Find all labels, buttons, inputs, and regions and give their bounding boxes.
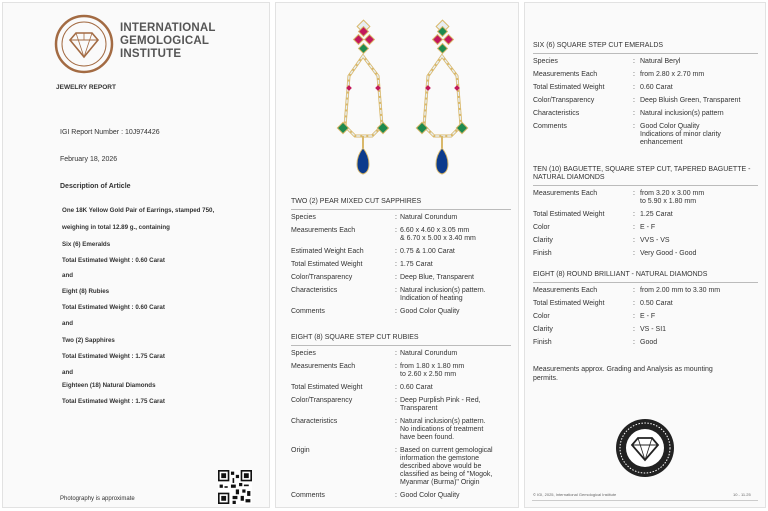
- row-label: Color: [533, 224, 550, 231]
- row-label: Estimated Weight Each: [291, 248, 364, 255]
- row-value: Natural inclusion(s) pattern.: [400, 418, 486, 425]
- row-label: Origin: [291, 447, 310, 454]
- row-value: 0.50 Carat: [640, 300, 673, 307]
- row-value: from 1.80 x 1.80 mm: [400, 363, 465, 370]
- measurement-note: Measurements approx. Grading and Analysis as mounting permits.: [533, 366, 713, 382]
- igi-seal-icon: [615, 418, 675, 478]
- row-colon: :: [395, 287, 397, 294]
- row-value: VS - SI1: [640, 326, 667, 333]
- row-value: Deep Purplish Pink - Red,: [400, 397, 481, 404]
- row-value: Good Color Quality: [400, 492, 460, 499]
- report-summary-panel: [2, 2, 270, 508]
- qr-code-icon[interactable]: [218, 470, 252, 504]
- baguettes-section-title: TEN (10) BAGUETTE, SQUARE STEP CUT, TAPERED BAGUETTE -: [533, 166, 751, 173]
- row-colon: :: [395, 397, 397, 404]
- row-value: Natural Corundum: [400, 214, 458, 221]
- baguettes-divider: [533, 185, 758, 186]
- row-colon: :: [633, 58, 635, 65]
- row-value: VVS - VS: [640, 237, 670, 244]
- row-value: 0.60 Carat: [640, 84, 673, 91]
- row-colon: :: [395, 248, 397, 255]
- row-colon: :: [395, 363, 397, 370]
- row-value: & 6.70 x 5.00 x 3.40 mm: [400, 235, 476, 242]
- row-value: Indication of heating: [400, 295, 463, 302]
- row-colon: :: [633, 300, 635, 307]
- report-type: JEWELRY REPORT: [56, 84, 116, 91]
- report-number: IGI Report Number : 10J974426: [60, 129, 160, 136]
- row-colon: :: [395, 418, 397, 425]
- row-colon: :: [633, 110, 635, 117]
- footer-copyright: © IGI, 2025, International Gemological Institute: [533, 492, 617, 497]
- sapphires-section-title: TWO (2) PEAR MIXED CUT SAPPHIRES: [291, 198, 422, 205]
- description-line: Total Estimated Weight : 1.75 Carat: [62, 353, 165, 360]
- row-value: Deep Blue, Transparent: [400, 274, 474, 281]
- row-colon: :: [633, 326, 635, 333]
- row-colon: :: [395, 227, 397, 234]
- row-label: Characteristics: [291, 287, 338, 294]
- row-colon: :: [633, 123, 635, 130]
- row-label: Measurements Each: [533, 190, 598, 197]
- row-colon: :: [633, 287, 635, 294]
- row-label: Clarity: [533, 237, 553, 244]
- row-label: Measurements Each: [533, 71, 598, 78]
- row-label: Total Estimated Weight: [533, 84, 605, 91]
- row-value: Deep Bluish Green, Transparent: [640, 97, 741, 104]
- description-line: Eighteen (18) Natural Diamonds: [62, 382, 156, 389]
- row-value: E - F: [640, 313, 656, 320]
- row-label: Species: [291, 214, 316, 221]
- row-colon: :: [395, 447, 397, 454]
- photo-note: Photography is approximate: [60, 496, 135, 502]
- row-value: Good: [640, 339, 658, 346]
- row-label: Color/Transparency: [533, 97, 595, 104]
- description-line: and: [62, 320, 74, 327]
- description-line: Two (2) Sapphires: [62, 337, 115, 344]
- rounds-divider: [533, 282, 758, 283]
- row-colon: :: [633, 190, 635, 197]
- description-line: and: [62, 369, 74, 376]
- row-value: Natural inclusion(s) pattern.: [400, 287, 486, 294]
- row-colon: :: [633, 250, 635, 257]
- report-date: February 18, 2026: [60, 156, 118, 163]
- description-line: Total Estimated Weight : 1.75 Carat: [62, 398, 165, 405]
- row-value: from 3.20 x 3.00 mm: [640, 190, 705, 197]
- row-colon: :: [633, 313, 635, 320]
- row-label: Total Estimated Weight: [291, 384, 363, 391]
- row-label: Total Estimated Weight: [533, 211, 605, 218]
- rubies-section-title: EIGHT (8) SQUARE STEP CUT RUBIES: [291, 334, 419, 341]
- row-value: to 5.90 x 1.80 mm: [640, 198, 697, 205]
- description-line: and: [62, 272, 74, 279]
- row-value: Natural Beryl: [640, 58, 681, 65]
- row-value: have been found.: [400, 434, 455, 441]
- footer-divider: [532, 500, 758, 501]
- emeralds-divider: [533, 53, 758, 54]
- row-label: Species: [291, 350, 316, 357]
- org-name: INTERNATIONAL GEMOLOGICAL INSTITUTE: [120, 22, 216, 60]
- row-value: from 2.00 mm to 3.30 mm: [640, 287, 721, 294]
- igi-logo-icon: [54, 14, 114, 74]
- row-value: Good Color Quality: [400, 308, 460, 315]
- row-label: Characteristics: [533, 110, 580, 117]
- row-colon: :: [633, 339, 635, 346]
- row-colon: :: [633, 237, 635, 244]
- row-colon: :: [633, 211, 635, 218]
- row-value: Good Color Quality: [640, 123, 700, 130]
- row-label: Clarity: [533, 326, 553, 333]
- row-value: described above would be: [400, 463, 482, 470]
- row-colon: :: [633, 97, 635, 104]
- row-colon: :: [633, 224, 635, 231]
- earrings-photo: [335, 16, 470, 182]
- description-line: Total Estimated Weight : 0.60 Carat: [62, 304, 165, 311]
- row-value: Natural Corundum: [400, 350, 458, 357]
- row-colon: :: [395, 350, 397, 357]
- row-colon: :: [395, 492, 397, 499]
- row-label: Finish: [533, 250, 552, 257]
- row-value: E - F: [640, 224, 656, 231]
- row-value: information the gemstone: [400, 455, 479, 462]
- emeralds-section-title: SIX (6) SQUARE STEP CUT EMERALDS: [533, 42, 664, 49]
- row-colon: :: [633, 84, 635, 91]
- row-value: Myanmar (Burma)" Origin: [400, 479, 480, 486]
- row-colon: :: [395, 384, 397, 391]
- row-colon: :: [633, 71, 635, 78]
- description-line: One 18K Yellow Gold Pair of Earrings, stamped 750,: [62, 207, 215, 214]
- row-value: 6.60 x 4.60 x 3.05 mm: [400, 227, 470, 234]
- row-value: enhancement: [640, 139, 683, 146]
- row-label: Comments: [291, 308, 325, 315]
- row-label: Species: [533, 58, 558, 65]
- baguettes-section-title: NATURAL DIAMONDS: [533, 174, 605, 181]
- row-value: 0.60 Carat: [400, 384, 433, 391]
- row-value: to 2.60 x 2.50 mm: [400, 371, 457, 378]
- row-label: Total Estimated Weight: [533, 300, 605, 307]
- row-colon: :: [395, 261, 397, 268]
- row-value: No indications of treatment: [400, 426, 484, 433]
- row-colon: :: [395, 214, 397, 221]
- row-label: Measurements Each: [533, 287, 598, 294]
- row-label: Measurements Each: [291, 227, 356, 234]
- row-value: Transparent: [400, 405, 438, 412]
- row-value: 1.75 Carat: [400, 261, 433, 268]
- row-value: Indications of minor clarity: [640, 131, 721, 138]
- row-value: 1.25 Carat: [640, 211, 673, 218]
- row-label: Color/Transparency: [291, 274, 353, 281]
- row-value: classified as being of "Mogok,: [400, 471, 493, 478]
- row-value: from 2.80 x 2.70 mm: [640, 71, 705, 78]
- description-line: Six (6) Emeralds: [62, 241, 111, 248]
- row-label: Comments: [291, 492, 325, 499]
- row-colon: :: [395, 274, 397, 281]
- row-value: Natural inclusion(s) pattern: [640, 110, 724, 117]
- footer-page: 10 - 11.25: [733, 492, 751, 497]
- row-value: 0.75 & 1.00 Carat: [400, 248, 455, 255]
- row-label: Color/Transparency: [291, 397, 353, 404]
- description-line: Total Estimated Weight : 0.60 Carat: [62, 257, 165, 264]
- description-line: Eight (8) Rubies: [62, 288, 110, 295]
- row-value: Based on current gemological: [400, 447, 493, 454]
- rubies-divider: [291, 345, 511, 346]
- row-label: Finish: [533, 339, 552, 346]
- row-label: Characteristics: [291, 418, 338, 425]
- rounds-section-title: EIGHT (8) ROUND BRILLIANT - NATURAL DIAMONDS: [533, 271, 708, 278]
- description-title: Description of Article: [60, 183, 131, 190]
- description-line: weighing in total 12.89 g., containing: [62, 224, 170, 231]
- row-label: Comments: [533, 123, 567, 130]
- row-label: Measurements Each: [291, 363, 356, 370]
- row-label: Color: [533, 313, 550, 320]
- sapphires-divider: [291, 209, 511, 210]
- row-colon: :: [395, 308, 397, 315]
- row-label: Total Estimated Weight: [291, 261, 363, 268]
- row-value: Very Good - Good: [640, 250, 697, 257]
